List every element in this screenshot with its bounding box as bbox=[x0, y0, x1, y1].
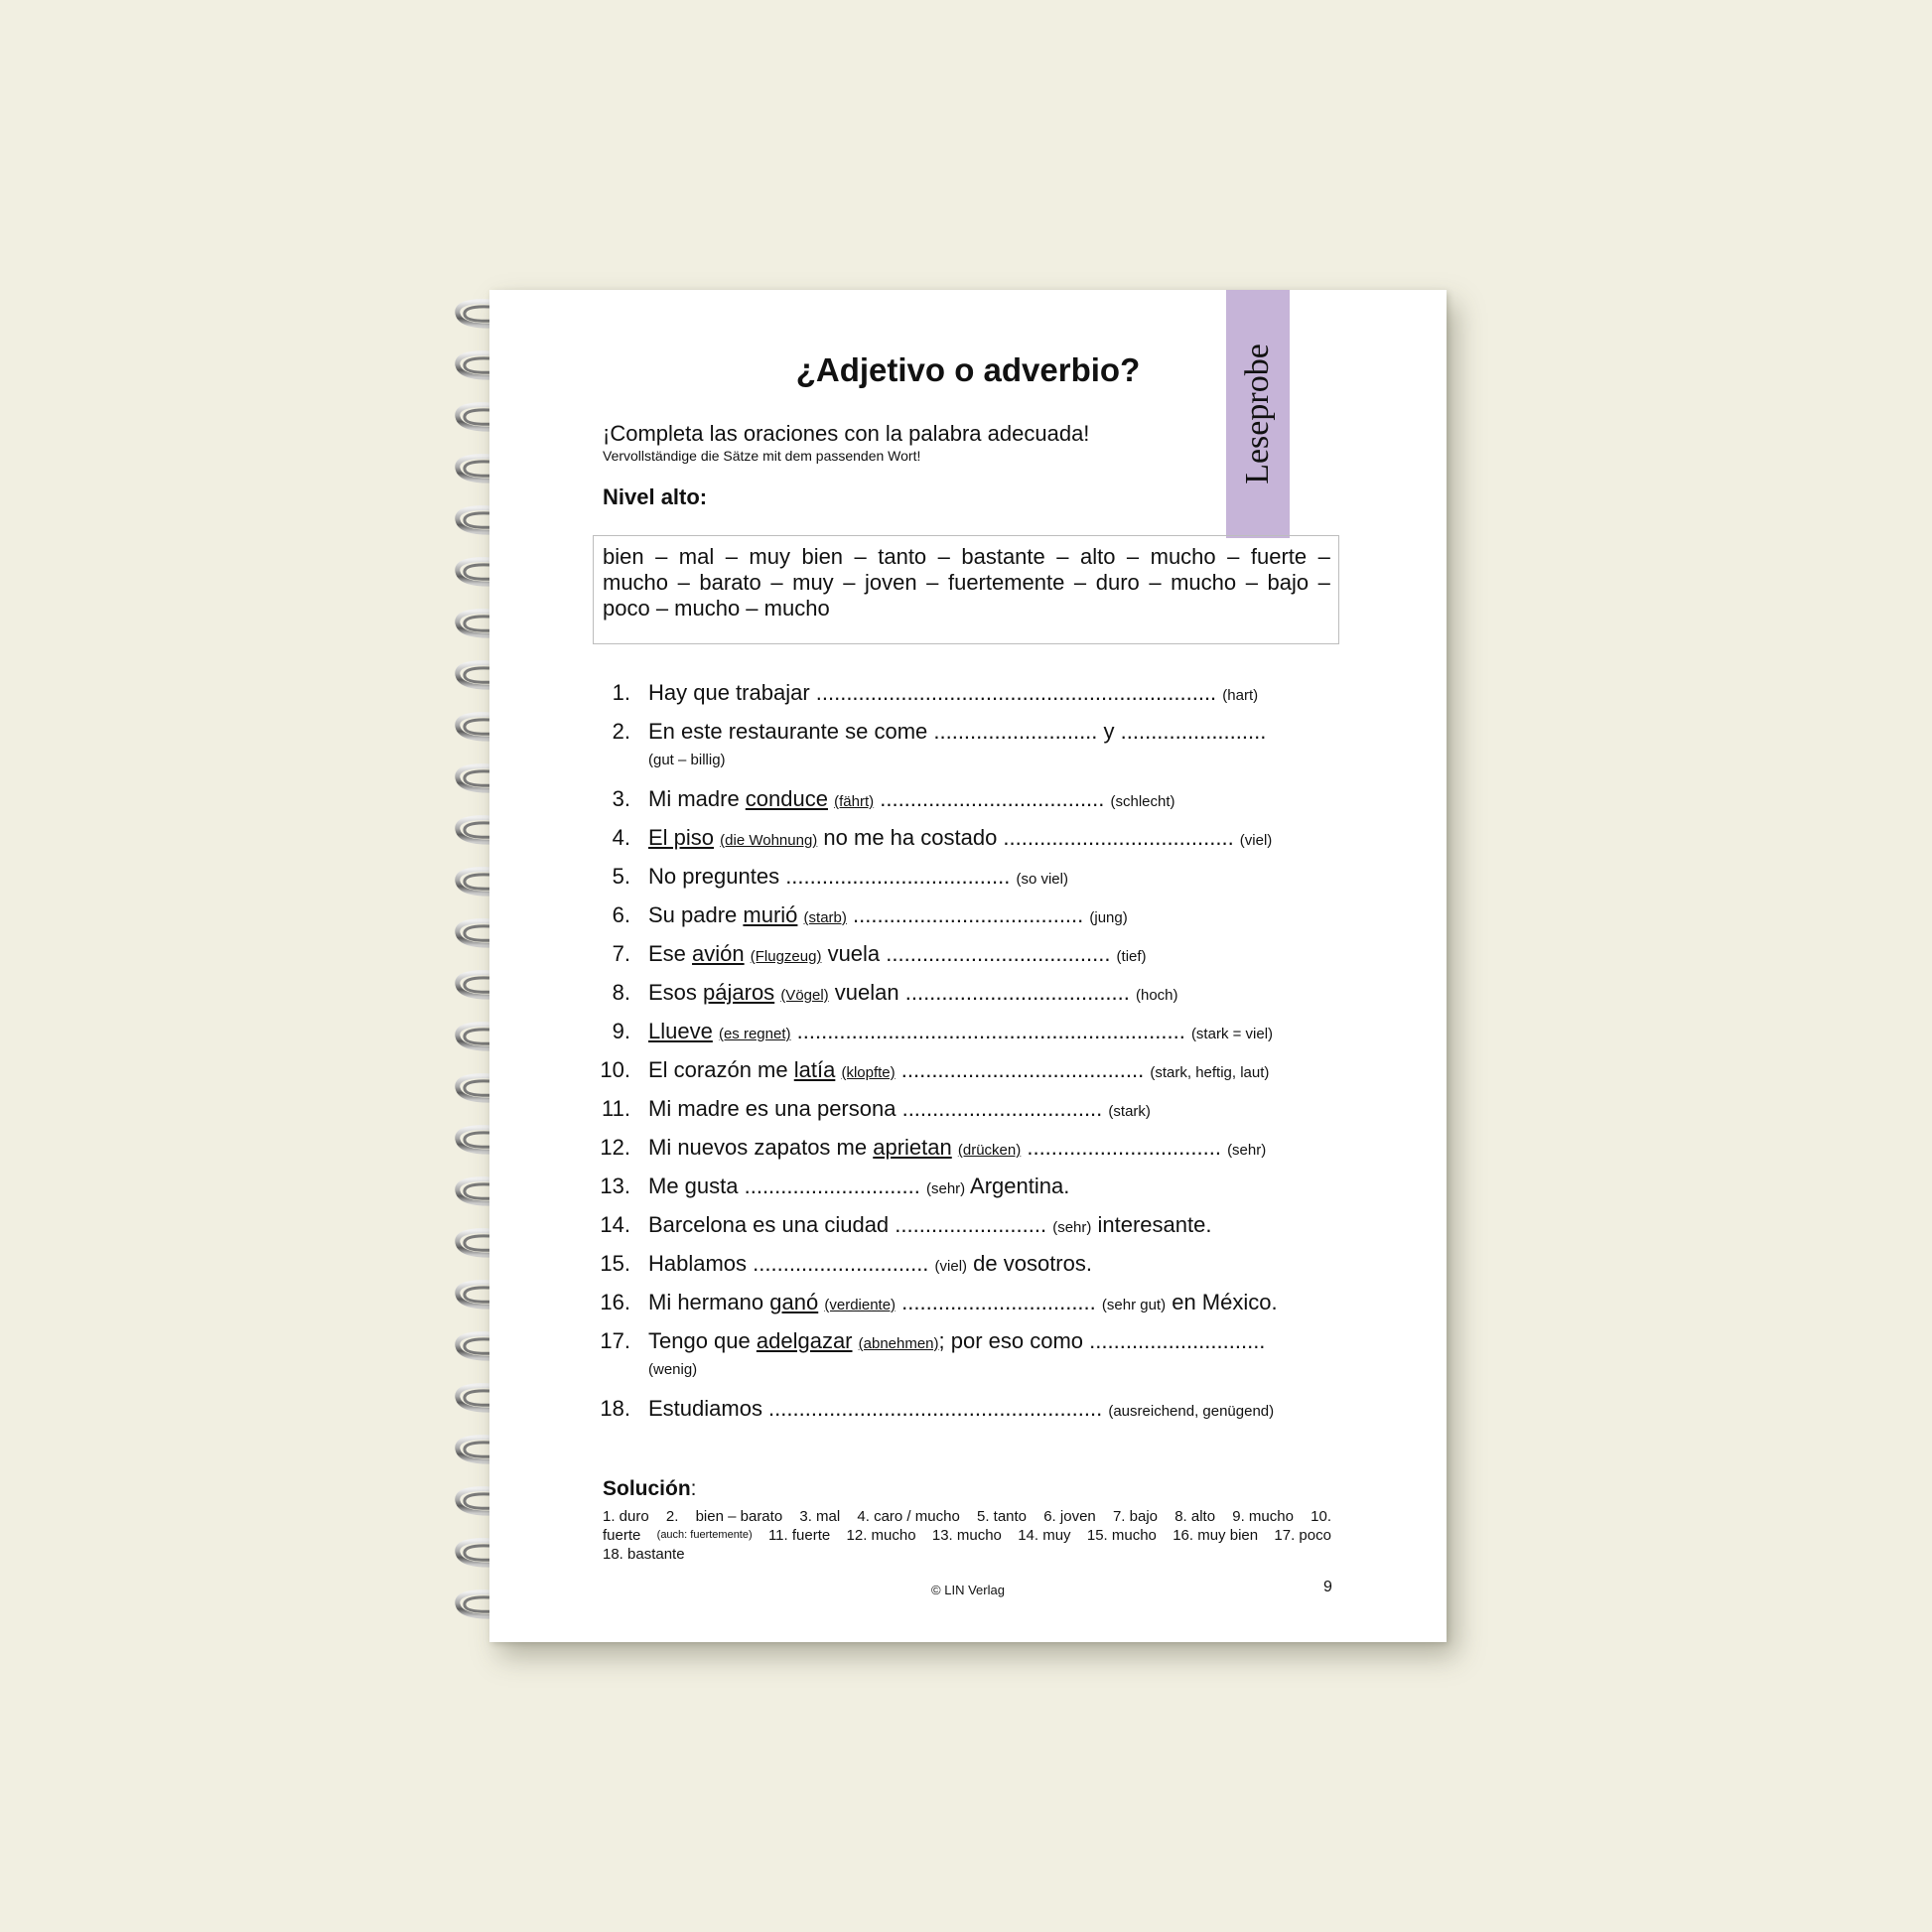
exercise-number: 4. bbox=[612, 825, 630, 850]
exercise-item bbox=[593, 973, 1347, 1012]
translation-hint: (die Wohnung) bbox=[720, 832, 818, 849]
word-bank-line bbox=[603, 596, 1330, 621]
exercise-number: 5. bbox=[612, 864, 630, 889]
sentence-text: de vosotros. bbox=[967, 1251, 1092, 1276]
sentence-text: En este restaurante se come ........................... y ........................ bbox=[648, 719, 1267, 744]
word-bank-word: – bbox=[1227, 544, 1240, 569]
translation-hint: (starb) bbox=[803, 909, 847, 926]
translation-hint: (hoch) bbox=[1136, 987, 1178, 1004]
solution-answer: bien – barato bbox=[695, 1508, 783, 1525]
sentence-text: vuela ..................................... bbox=[821, 941, 1117, 966]
sentence-text: ...................................... bbox=[846, 902, 1090, 927]
page-number: 9 bbox=[1323, 1579, 1332, 1595]
word-bank-word: – bbox=[854, 544, 867, 569]
solution-answer: 6. joven bbox=[1043, 1508, 1096, 1525]
sentence-text: Esos bbox=[648, 980, 704, 1005]
sentence-text: Barcelona es una ciudad ......................... bbox=[648, 1212, 1053, 1237]
exercise-number: 2. bbox=[612, 719, 630, 744]
exercise-sentence bbox=[648, 857, 1068, 898]
page-title: ¿Adjetivo o adverbio? bbox=[795, 351, 1141, 388]
solution-line bbox=[603, 1545, 1331, 1564]
sentence-text: El piso bbox=[648, 825, 715, 850]
solution-answer: 14. muy bbox=[1018, 1527, 1071, 1544]
exercise-item bbox=[593, 1128, 1347, 1167]
solution-answer: 10. bbox=[1311, 1508, 1331, 1525]
exercise-number: 13. bbox=[600, 1173, 630, 1198]
sentence-text: Mi hermano bbox=[648, 1290, 770, 1314]
copyright-footer: © LIN Verlag bbox=[931, 1583, 1005, 1597]
sentence-text: ........................................ bbox=[895, 1057, 1151, 1082]
word-bank-word: – bbox=[1317, 570, 1330, 595]
solution-answer: 8. alto bbox=[1174, 1508, 1216, 1525]
sentence-text: Llueve bbox=[648, 1019, 713, 1043]
word-bank-word: – bbox=[1317, 544, 1330, 569]
solution-answer: 15. mucho bbox=[1086, 1527, 1157, 1544]
exercise-item bbox=[593, 934, 1347, 973]
translation-hint: (schlecht) bbox=[1110, 793, 1175, 810]
translation-hint: (hart) bbox=[1222, 687, 1259, 704]
sentence-text: Me gusta ............................. bbox=[648, 1173, 926, 1198]
exercise-sentence bbox=[648, 1321, 1265, 1363]
sentence-text: latía bbox=[793, 1057, 836, 1082]
exercise-sentence bbox=[648, 1012, 1273, 1053]
exercise-sentence bbox=[648, 818, 1272, 860]
sentence-text: Hay que trabajar .................................................................. bbox=[648, 680, 1223, 705]
word-bank-word: – bbox=[1126, 544, 1140, 569]
sentence-text: Argentina. bbox=[965, 1173, 1070, 1198]
solution-answer: 18. bastante bbox=[603, 1546, 685, 1563]
exercise-number: 8. bbox=[612, 980, 630, 1005]
exercise-item bbox=[593, 712, 1347, 779]
workbook-page bbox=[489, 290, 1447, 1642]
exercise-item bbox=[593, 1321, 1347, 1389]
exercise-number: 3. bbox=[612, 786, 630, 811]
exercise-item bbox=[593, 857, 1347, 896]
translation-hint: (viel) bbox=[1239, 832, 1273, 849]
sentence-text: avión bbox=[692, 941, 745, 966]
sentence-text: El corazón me bbox=[648, 1057, 794, 1082]
sentence-text: Tengo que bbox=[648, 1328, 757, 1353]
exercise-number: 18. bbox=[600, 1396, 630, 1421]
exercise-number: 16. bbox=[600, 1290, 630, 1314]
exercise-sentence bbox=[648, 1050, 1269, 1092]
exercise-sentence bbox=[648, 1283, 1278, 1324]
sentence-text: ................................ bbox=[896, 1290, 1102, 1314]
exercise-number: 14. bbox=[600, 1212, 630, 1237]
exercise-sentence bbox=[648, 973, 1178, 1015]
exercise-item bbox=[593, 818, 1347, 857]
word-bank-word: bien bbox=[801, 544, 844, 569]
sentence-text: pájaros bbox=[703, 980, 775, 1005]
word-bank-word: – bbox=[725, 544, 738, 569]
solution-answer: 12. mucho bbox=[846, 1527, 916, 1544]
sentence-text: Estudiamos ....................................................... bbox=[648, 1396, 1109, 1421]
word-bank-word: joven bbox=[865, 570, 917, 595]
word-bank-word: mucho bbox=[1171, 570, 1237, 595]
translation-hint: (abnehmen) bbox=[858, 1335, 939, 1352]
exercise-number: 12. bbox=[600, 1135, 630, 1160]
translation-hint: (ausreichend, genügend) bbox=[1108, 1403, 1275, 1420]
exercise-sentence bbox=[648, 1089, 1151, 1131]
translation-hint: (stark = viel) bbox=[1190, 1026, 1274, 1042]
exercise-sentence bbox=[648, 779, 1175, 821]
exercise-number: 1. bbox=[612, 680, 630, 705]
solution-answer: 4. caro / mucho bbox=[857, 1508, 960, 1525]
sample-tab-label: Leseprobe bbox=[1239, 344, 1277, 484]
word-bank-word: mucho bbox=[1150, 544, 1216, 569]
exercise-number: 6. bbox=[612, 902, 630, 927]
translation-hint: (stark, heftig, laut) bbox=[1150, 1064, 1270, 1081]
solution-answer: 13. mucho bbox=[931, 1527, 1002, 1544]
word-bank-word: – bbox=[1056, 544, 1069, 569]
exercise-sentence bbox=[648, 1128, 1266, 1170]
exercise-item bbox=[593, 1089, 1347, 1128]
exercise-item bbox=[593, 1205, 1347, 1244]
instruction-german: Vervollständige die Sätze mit dem passenden Wort! bbox=[603, 448, 921, 464]
translation-hint: (sehr gut) bbox=[1101, 1297, 1167, 1313]
sentence-text: conduce bbox=[745, 786, 828, 811]
solution-answer: 7. bajo bbox=[1112, 1508, 1158, 1525]
translation-hint: (gut – billig) bbox=[648, 752, 726, 768]
word-bank-word: – bbox=[937, 544, 950, 569]
sentence-text: No preguntes ..................................... bbox=[648, 864, 1017, 889]
exercise-number: 17. bbox=[600, 1328, 630, 1353]
exercise-number: 7. bbox=[612, 941, 630, 966]
sentence-text: interesante. bbox=[1091, 1212, 1212, 1237]
exercise-number: 9. bbox=[612, 1019, 630, 1043]
sentence-text: Ese bbox=[648, 941, 693, 966]
word-bank-word: muy bbox=[749, 544, 790, 569]
translation-hint: (sehr) bbox=[925, 1180, 966, 1197]
exercise-sentence bbox=[648, 896, 1128, 937]
solution-answer: 17. poco bbox=[1274, 1527, 1331, 1544]
word-bank-word: muy bbox=[792, 570, 834, 595]
sentence-text: Mi nuevos zapatos me bbox=[648, 1135, 874, 1160]
sentence-text: ..................................... bbox=[874, 786, 1111, 811]
solution-answer: (auch: fuertemente) bbox=[656, 1529, 753, 1541]
exercise-item bbox=[593, 779, 1347, 818]
word-bank-word: – bbox=[1245, 570, 1258, 595]
word-bank-word: barato bbox=[699, 570, 761, 595]
word-bank-word: mucho bbox=[603, 570, 669, 595]
solution-answer: 9. mucho bbox=[1232, 1508, 1294, 1525]
exercise-item bbox=[593, 673, 1347, 712]
solution-answer: 1. duro bbox=[603, 1508, 649, 1525]
translation-hint: (so viel) bbox=[1016, 871, 1068, 888]
exercise-item bbox=[593, 1167, 1347, 1205]
word-bank-word: bastante bbox=[961, 544, 1045, 569]
word-bank bbox=[593, 535, 1339, 644]
sample-tab bbox=[1226, 290, 1290, 538]
exercise-sentence bbox=[648, 1389, 1274, 1431]
word-bank-word: fuertemente bbox=[947, 570, 1065, 595]
translation-hint: (wenig) bbox=[648, 1361, 698, 1378]
translation-hint: (klopfte) bbox=[841, 1064, 896, 1081]
sentence-text: en México. bbox=[1166, 1290, 1278, 1314]
exercise-list bbox=[593, 673, 1347, 1428]
word-bank-word: – bbox=[926, 570, 939, 595]
exercise-number: 11. bbox=[602, 1096, 630, 1121]
sentence-text: vuelan ..................................... bbox=[828, 980, 1136, 1005]
solution-answer: fuerte bbox=[603, 1527, 641, 1544]
level-heading: Nivel alto: bbox=[603, 484, 708, 509]
sentence-text: Mi madre bbox=[648, 786, 746, 811]
exercise-item bbox=[593, 896, 1347, 934]
word-bank-word: – bbox=[677, 570, 690, 595]
exercise-item bbox=[593, 1050, 1347, 1089]
solution-answer: 3. mal bbox=[799, 1508, 841, 1525]
sentence-text: adelgazar bbox=[756, 1328, 853, 1353]
translation-hint: (Vögel) bbox=[780, 987, 829, 1004]
word-bank-word: tanto bbox=[878, 544, 927, 569]
solution-heading bbox=[603, 1477, 697, 1501]
exercise-sentence bbox=[648, 1244, 1092, 1286]
sentence-text: ................................................................ bbox=[790, 1019, 1191, 1043]
instruction-spanish: ¡Completa las oraciones con la palabra adecuada! bbox=[603, 421, 1090, 446]
sentence-text: murió bbox=[743, 902, 798, 927]
word-bank-word: alto bbox=[1079, 544, 1116, 569]
sentence-text: Su padre bbox=[648, 902, 744, 927]
solution-answer: 16. muy bien bbox=[1173, 1527, 1259, 1544]
solution-answer: 11. fuerte bbox=[767, 1527, 831, 1544]
translation-hint: (es regnet) bbox=[718, 1026, 791, 1042]
word-bank-word: duro bbox=[1095, 570, 1140, 595]
solution-line bbox=[603, 1507, 1331, 1526]
exercise-number: 10. bbox=[600, 1057, 630, 1082]
sentence-text: ganó bbox=[769, 1290, 819, 1314]
exercise-sentence bbox=[648, 1167, 1069, 1208]
exercise-number: 15. bbox=[600, 1251, 630, 1276]
solution-colon: : bbox=[690, 1477, 697, 1500]
translation-hint: (viel) bbox=[934, 1258, 968, 1275]
word-bank-word: – bbox=[1073, 570, 1087, 595]
exercise-item bbox=[593, 1389, 1347, 1428]
word-bank-word: – bbox=[770, 570, 783, 595]
word-bank-word: bajo bbox=[1267, 570, 1310, 595]
word-bank-word: – bbox=[843, 570, 856, 595]
solution-answer: 5. tanto bbox=[976, 1508, 1028, 1525]
word-bank-line bbox=[603, 570, 1330, 596]
translation-hint: (stark) bbox=[1108, 1103, 1151, 1120]
sentence-text: aprietan bbox=[873, 1135, 952, 1160]
word-bank-word: – bbox=[655, 544, 668, 569]
translation-hint: (drücken) bbox=[957, 1142, 1022, 1159]
sentence-text: Mi madre es una persona ................................. bbox=[648, 1096, 1109, 1121]
translation-hint: (jung) bbox=[1089, 909, 1128, 926]
sentence-text: ; por eso como ............................. bbox=[938, 1328, 1266, 1353]
solution-line bbox=[603, 1526, 1331, 1545]
exercise-item bbox=[593, 1012, 1347, 1050]
translation-hint: (verdiente) bbox=[824, 1297, 897, 1313]
word-bank-line bbox=[603, 544, 1330, 570]
word-bank-word: poco – mucho – mucho bbox=[603, 596, 830, 621]
exercise-sentence bbox=[648, 673, 1258, 715]
translation-hint: (tief) bbox=[1116, 948, 1147, 965]
translation-hint: (fährt) bbox=[834, 793, 875, 810]
exercise-sentence bbox=[648, 934, 1147, 976]
exercise-sentence bbox=[648, 712, 1266, 751]
word-bank-word: bien bbox=[603, 544, 644, 569]
translation-hint: (sehr) bbox=[1052, 1219, 1092, 1236]
word-bank-word: mal bbox=[678, 544, 715, 569]
exercise-sentence bbox=[648, 1205, 1211, 1247]
sentence-text: Hablamos ............................. bbox=[648, 1251, 935, 1276]
solution-label: Solución bbox=[603, 1477, 691, 1500]
sentence-text: ................................ bbox=[1021, 1135, 1228, 1160]
solution-text bbox=[603, 1507, 1331, 1564]
word-bank-word: – bbox=[1149, 570, 1162, 595]
exercise-item bbox=[593, 1244, 1347, 1283]
translation-hint: (sehr) bbox=[1227, 1142, 1267, 1159]
translation-hint: (Flugzeug) bbox=[750, 948, 822, 965]
word-bank-word: fuerte bbox=[1250, 544, 1308, 569]
exercise-item bbox=[593, 1283, 1347, 1321]
sentence-text: no me ha costado ...................................... bbox=[817, 825, 1240, 850]
solution-answer: 2. bbox=[665, 1508, 679, 1525]
